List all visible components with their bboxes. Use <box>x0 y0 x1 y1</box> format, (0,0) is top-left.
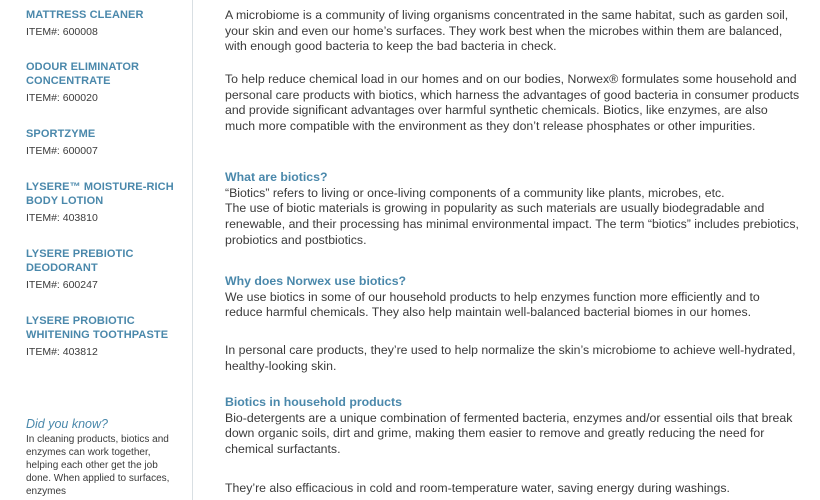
section-paragraph: We use biotics in some of our household products to help enzymes function more efficiently and to reduce harmful chemicals. They also help maintain well-balanced bacterial biomes in our homes. <box>225 289 760 320</box>
sidebar <box>0 0 193 500</box>
product-item-number: ITEM#: 403812 <box>26 346 98 358</box>
product-item-number: ITEM#: 403810 <box>26 212 98 224</box>
product-item-number: ITEM#: 600008 <box>26 26 98 38</box>
product-odour-eliminator[interactable] <box>26 60 186 105</box>
product-item-number: ITEM#: 600007 <box>26 145 98 157</box>
product-sportzyme[interactable] <box>26 127 186 158</box>
product-lysere-toothpaste[interactable] <box>26 314 186 359</box>
section-heading: What are biotics? <box>225 170 328 184</box>
section-paragraph: The use of biotic materials is growing in popularity as such materials are usually biodegradable and renewable, and their processing has minimal environmental impact. The term “biotics” includes prebiotics, probiotics and postbiotics. <box>225 201 799 247</box>
product-lysere-body-lotion[interactable] <box>26 180 186 225</box>
product-name[interactable]: ODOUR ELIMINATOR CONCENTRATE <box>26 61 140 87</box>
section-heading: Why does Norwex use biotics? <box>225 274 407 288</box>
product-name[interactable]: LYSERE PREBIOTIC DEODORANT <box>26 248 134 274</box>
product-name[interactable]: LYSERE PROBIOTIC WHITENING TOOTHPASTE <box>26 315 169 341</box>
section-paragraph: In personal care products, they’re used to help normalize the skin’s microbiome to achieve well-hydrated, healthy-looking skin. <box>225 343 796 373</box>
section-paragraph: “Biotics” refers to living or once-living components of a community like plants, microbes, etc. <box>225 185 725 200</box>
did-you-know-callout <box>26 416 176 498</box>
product-lysere-deodorant[interactable] <box>26 247 186 292</box>
did-you-know-title: Did you know? <box>26 417 108 431</box>
product-item-number: ITEM#: 600020 <box>26 92 98 104</box>
did-you-know-body: In cleaning products, biotics and enzymes can work together, helping each other get the job done. When applied to surfaces, enzymes <box>26 434 170 497</box>
intro-paragraph: To help reduce chemical load in our homes and on our bodies, Norwex® formulates some household and personal care products with biotics, which harness the advantages of good bacteria in consumer products and provide significant advantages over harmful synthetic chemicals. Biotics, like enzymes, are also much more compatible with the environment as they don’t release phosphates or other impurities. <box>225 72 800 134</box>
product-item-number: ITEM#: 600247 <box>26 279 98 291</box>
section-paragraph: Bio-detergents are a unique combination of fermented bacteria, enzymes and/or essential oils that break down organic soils, dirt and grime, making them easier to remove and greatly reducing the need for chemical surfactants. <box>225 410 793 457</box>
product-mattress-cleaner[interactable] <box>26 8 186 39</box>
section-heading: Biotics in household products <box>225 395 402 409</box>
product-name[interactable]: MATTRESS CLEANER <box>26 9 144 21</box>
intro-paragraph: A microbiome is a community of living organisms concentrated in the same habitat, such as garden soil, your skin and even our home’s surfaces. They work best when the microbes within them are balanced, with enough good bacteria to keep the bad bacteria in check. <box>225 8 789 54</box>
product-name[interactable]: LYSERE™ MOISTURE-RICH BODY LOTION <box>26 181 174 207</box>
section-paragraph: They’re also efficacious in cold and room-temperature water, saving energy during washings. <box>225 481 730 495</box>
product-name[interactable]: SPORTZYME <box>26 128 96 140</box>
